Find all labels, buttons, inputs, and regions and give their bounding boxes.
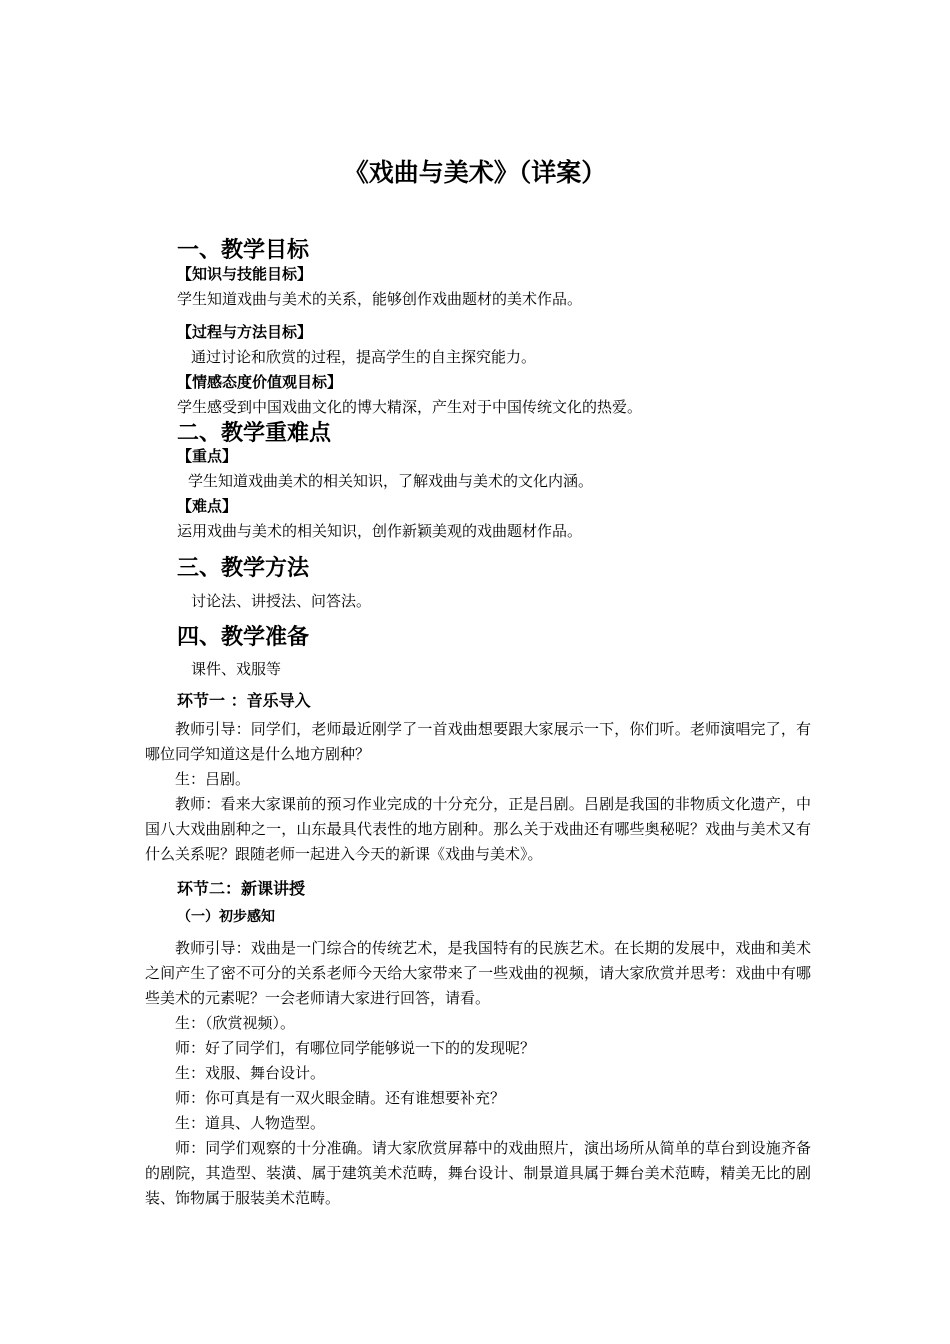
- difficulty-label: 【难点】: [177, 497, 238, 515]
- section-heading-objectives: 一、教学目标: [177, 238, 310, 263]
- knowledge-goal-text: 学生知道戏曲与美术的关系，能够创作戏曲题材的美术作品。: [177, 290, 583, 308]
- link-two-paragraph-7: 师：同学们观察的十分准确。请大家欣赏屏幕中的戏曲照片，演出场所从简单的草台到设施齐备的剧院，其造型、装潢、属于建筑美术范畴，舞台设计、制景道具属于舞台美术范畴，精美无比的剧装、饰物属于服装美术范畴。: [145, 1139, 811, 1207]
- emotion-goal-label: 【情感态度价值观目标】: [177, 373, 343, 391]
- link-two-paragraph-2: 生：（欣赏视频）。: [175, 1014, 296, 1032]
- page-title: 《戏曲与美术》（详案）: [343, 158, 607, 187]
- link-one-paragraph-3: 教师：看来大家课前的预习作业完成的十分充分，正是吕剧。吕剧是我国的非物质文化遗产，中国八大戏曲剧种之一，山东最具代表性的地方剧种。那么关于戏曲还有哪些奥秘呢？戏曲与美术又有什么关系呢？跟随老师一起进入今天的新课《戏曲与美术》。: [145, 795, 811, 863]
- difficulty-text: 运用戏曲与美术的相关知识，创作新颖美观的戏曲题材作品。: [177, 522, 583, 540]
- link-two-paragraph-1: 教师引导：戏曲是一门综合的传统艺术，是我国特有的民族艺术。在长期的发展中，戏曲和美术之间产生了密不可分的关系老师今天给大家带来了一些戏曲的视频，请大家欣赏并思考：戏曲中有哪些美术的元素呢？一会老师请大家进行回答，请看。: [145, 939, 811, 1007]
- link-one-heading: 环节一 ：音乐导入: [177, 691, 311, 710]
- link-two-paragraph-3: 师：好了同学们，有哪位同学能够说一下的的发现呢？: [175, 1039, 536, 1057]
- methods-text: 讨论法、讲授法、问答法。: [191, 592, 372, 610]
- link-one-paragraph-1: 教师引导：同学们，老师最近刚学了一首戏曲想要跟大家展示一下，你们听。老师演唱完了，有哪位同学知道这是什么地方剧种？: [145, 720, 811, 763]
- emotion-goal-text: 学生感受到中国戏曲文化的博大精深，产生对于中国传统文化的热爱。: [177, 398, 643, 416]
- link-two-paragraph-4: 生：戏服、舞台设计。: [175, 1064, 326, 1082]
- link-two-heading: 环节二：新课讲授: [177, 879, 306, 898]
- key-point-text: 学生知道戏曲美术的相关知识，了解戏曲与美术的文化内涵。: [188, 472, 594, 490]
- process-goal-text: 通过讨论和欣赏的过程，提高学生的自主探究能力。: [191, 348, 537, 366]
- section-heading-key-points: 二、教学重难点: [177, 421, 332, 446]
- link-two-paragraph-5: 师：你可真是有一双火眼金睛。还有谁想要补充？: [175, 1089, 506, 1107]
- link-one-paragraph-2: 生：吕剧。: [175, 770, 251, 788]
- process-goal-label: 【过程与方法目标】: [177, 323, 313, 341]
- preparation-text: 课件、戏服等: [191, 660, 282, 678]
- knowledge-goal-label: 【知识与技能目标】: [177, 265, 313, 283]
- link-two-paragraph-6: 生：道具、人物造型。: [175, 1114, 326, 1132]
- key-point-label: 【重点】: [177, 447, 238, 465]
- section-heading-methods: 三、教学方法: [177, 556, 310, 581]
- section-heading-preparation: 四、教学准备: [177, 625, 310, 650]
- initial-perception-heading: （一）初步感知: [177, 909, 275, 925]
